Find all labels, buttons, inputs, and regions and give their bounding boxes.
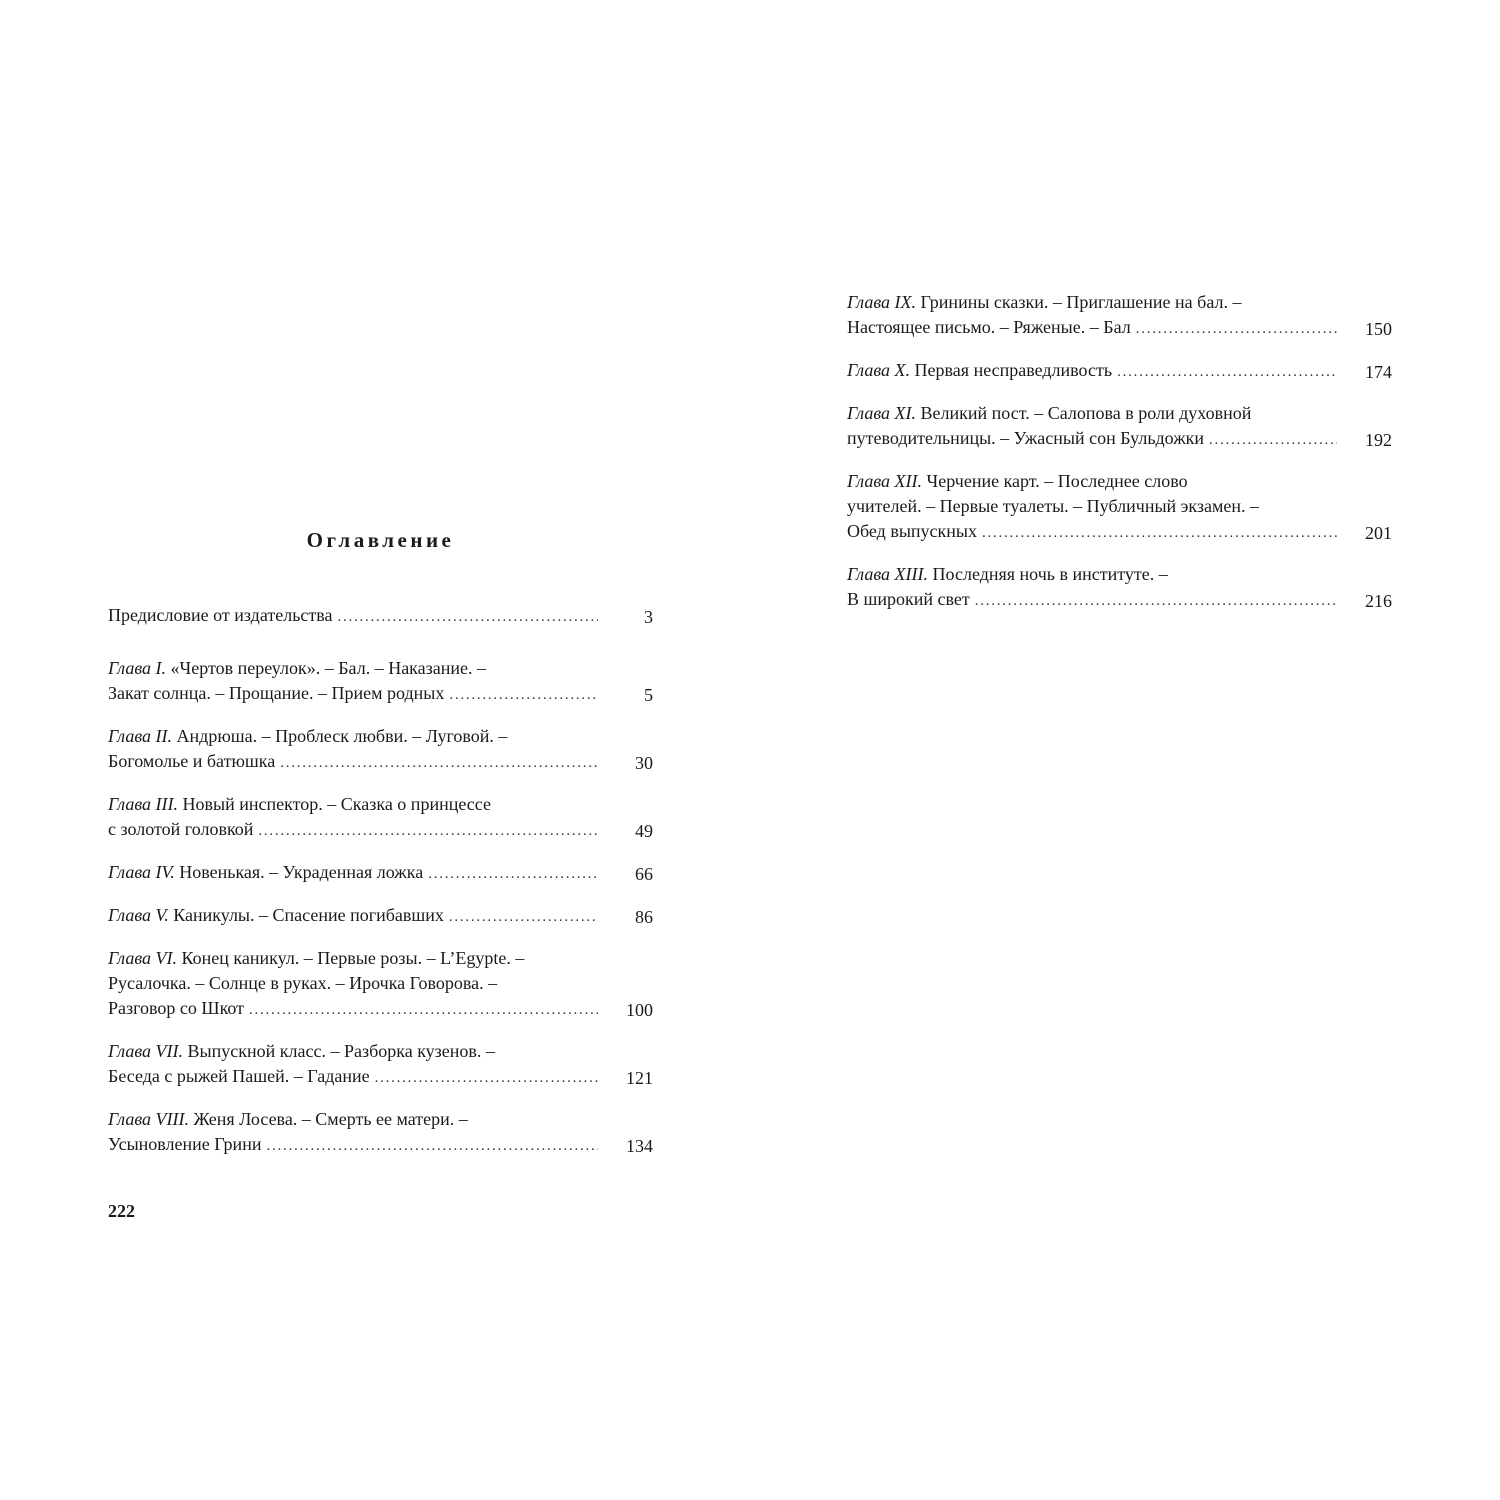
chapter-text: Первая несправедливость	[914, 360, 1113, 380]
toc-page-number: 150	[1365, 319, 1392, 339]
toc-page-number: 49	[635, 821, 653, 841]
dot-leader	[449, 683, 598, 708]
toc-entry-line	[847, 426, 1337, 453]
chapter-label: Глава II.	[108, 726, 173, 746]
toc-page-number: 66	[635, 864, 653, 884]
toc-page-number: 216	[1365, 591, 1392, 611]
toc-list-right	[847, 290, 1392, 630]
toc-page-number: 86	[635, 907, 653, 927]
dot-leader	[1209, 428, 1337, 453]
chapter-text: Предисловие от издательства	[108, 605, 333, 625]
toc-page-number: 3	[644, 607, 653, 627]
chapter-text: Выпускной класс. – Разборка кузенов. –	[187, 1041, 495, 1061]
right-page	[750, 0, 1500, 1500]
chapter-label: Глава X.	[847, 360, 911, 380]
toc-entry-line	[847, 494, 1337, 519]
toc-entry	[847, 358, 1392, 385]
chapter-text: Конец каникул. – Первые розы. – L’Egypte. –	[181, 948, 525, 968]
toc-entry	[108, 1107, 653, 1159]
toc-entry	[847, 401, 1392, 453]
chapter-label: Глава VIII.	[108, 1109, 190, 1129]
toc-entry-line	[847, 290, 1337, 315]
toc-entry	[847, 290, 1392, 342]
chapter-label: Глава IV.	[108, 862, 175, 882]
chapter-text: Гринины сказки. – Приглашение на бал. –	[920, 292, 1242, 312]
chapter-text: Черчение карт. – Последнее слово	[926, 471, 1188, 491]
chapter-label: Глава XIII.	[847, 564, 929, 584]
toc-entry	[108, 603, 653, 630]
dot-leader	[975, 589, 1337, 614]
chapter-text: «Чертов переулок». – Бал. – Наказание. –	[170, 658, 486, 678]
toc-entry-line	[108, 996, 598, 1023]
toc-title: Оглавление	[306, 528, 455, 552]
toc-page-number: 121	[626, 1068, 653, 1088]
toc-page-number: 201	[1365, 523, 1392, 543]
toc-page-number: 134	[626, 1136, 653, 1156]
toc-entry	[108, 903, 653, 930]
toc-page-number: 100	[626, 1000, 653, 1020]
chapter-label: Глава III.	[108, 794, 179, 814]
dot-leader	[1117, 360, 1337, 385]
chapter-text: В широкий свет	[847, 589, 970, 609]
toc-entry	[108, 656, 653, 708]
toc-entry-line	[847, 315, 1337, 342]
chapter-text: Новенькая. – Украденная ложка	[179, 862, 424, 882]
toc-entry-line	[108, 903, 598, 930]
chapter-text: Великий пост. – Салопова в роли духовной	[920, 403, 1252, 423]
toc-entry	[108, 946, 653, 1023]
toc-entry-line	[847, 519, 1337, 546]
dot-leader	[338, 605, 598, 630]
dot-leader	[266, 1134, 598, 1159]
toc-entry-line	[847, 587, 1337, 614]
toc-entry-line	[847, 469, 1337, 494]
toc-entry-line	[108, 603, 598, 630]
chapter-text: Настоящее письмо. – Ряженые. – Бал	[847, 317, 1131, 337]
toc-page-number: 174	[1365, 362, 1392, 382]
toc-entry-line	[108, 1039, 598, 1064]
toc-entry-line	[108, 817, 598, 844]
toc-entry	[108, 860, 653, 887]
toc-page-number: 5	[644, 685, 653, 705]
dot-leader	[982, 521, 1337, 546]
toc-entry	[847, 562, 1392, 614]
toc-entry-line	[108, 860, 598, 887]
chapter-text: Разговор со Шкот	[108, 998, 245, 1018]
toc-page-number: 30	[635, 753, 653, 773]
chapter-label: Глава IX.	[847, 292, 917, 312]
toc-entry-line	[847, 562, 1337, 587]
toc-entry	[847, 469, 1392, 546]
page-number: 222	[108, 1201, 135, 1221]
chapter-text: учителей. – Первые туалеты. – Публичный экзамен. –	[847, 496, 1260, 516]
toc-entry	[108, 1039, 653, 1091]
chapter-text: Женя Лосева. – Смерть ее матери. –	[193, 1109, 468, 1129]
toc-entry-line	[108, 1107, 598, 1132]
chapter-label: Глава V.	[108, 905, 169, 925]
chapter-text: Русалочка. – Солнце в руках. – Ирочка Говорова. –	[108, 973, 498, 993]
toc-entry-line	[108, 946, 598, 971]
chapter-text: Беседа с рыжей Пашей. – Гадание	[108, 1066, 370, 1086]
dot-leader	[249, 998, 598, 1023]
toc-entry-line	[108, 656, 598, 681]
toc-entry	[108, 724, 653, 776]
chapter-text: Обед выпускных	[847, 521, 978, 541]
chapter-text: Богомолье и батюшка	[108, 751, 276, 771]
chapter-label: Глава VII.	[108, 1041, 184, 1061]
toc-entry-line	[108, 1132, 598, 1159]
toc-entry-line	[108, 681, 598, 708]
chapter-text: путеводительницы. – Ужасный сон Бульдожки	[847, 428, 1205, 448]
dot-leader	[428, 862, 598, 887]
toc-entry-line	[108, 792, 598, 817]
toc-entry-line	[108, 971, 598, 996]
toc-entry-line	[108, 749, 598, 776]
toc-entry	[108, 792, 653, 844]
chapter-text: Усыновление Грини	[108, 1134, 262, 1154]
chapter-text: Новый инспектор. – Сказка о принцессе	[182, 794, 491, 814]
chapter-label: Глава XII.	[847, 471, 923, 491]
toc-entry-line	[108, 1064, 598, 1091]
chapter-text: Андрюша. – Проблеск любви. – Луговой. –	[176, 726, 508, 746]
chapter-text: Закат солнца. – Прощание. – Прием родных	[108, 683, 445, 703]
chapter-label: Глава XI.	[847, 403, 917, 423]
toc-entry-line	[847, 401, 1337, 426]
chapter-text: Каникулы. – Спасение погибавших	[173, 905, 444, 925]
chapter-text: Последняя ночь в институте. –	[932, 564, 1168, 584]
dot-leader	[280, 751, 598, 776]
dot-leader	[375, 1066, 598, 1091]
dot-leader	[258, 819, 598, 844]
chapter-label: Глава VI.	[108, 948, 178, 968]
toc-entry-line	[847, 358, 1337, 385]
chapter-text: с золотой головкой	[108, 819, 254, 839]
chapter-label: Глава I.	[108, 658, 167, 678]
dot-leader	[1136, 317, 1337, 342]
toc-list-left	[108, 603, 653, 1175]
toc-page-number: 192	[1365, 430, 1392, 450]
toc-entry-line	[108, 724, 598, 749]
dot-leader	[449, 905, 598, 930]
